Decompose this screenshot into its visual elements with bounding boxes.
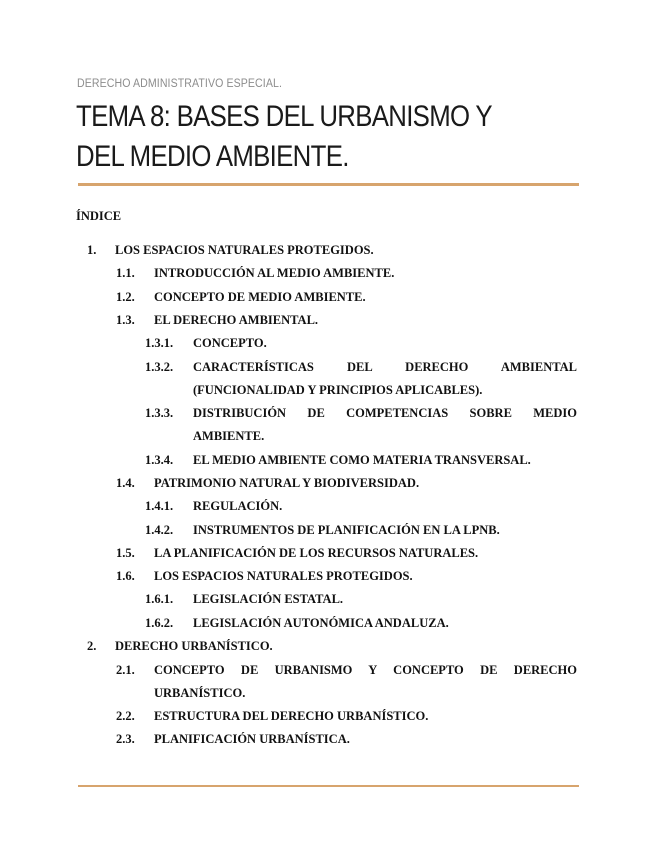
toc-text: CARACTERÍSTICAS DEL DERECHO AMBIENTAL bbox=[193, 360, 577, 374]
toc-entry-1-3-2[interactable] bbox=[145, 356, 582, 400]
toc-text: PLANIFICACIÓN URBANÍSTICA. bbox=[154, 732, 350, 746]
toc-entry-1-3-3[interactable] bbox=[145, 402, 582, 446]
toc-text: LOS ESPACIOS NATURALES PROTEGIDOS. bbox=[115, 243, 374, 257]
toc-number: 1.4.2. bbox=[145, 523, 174, 537]
toc-text: INSTRUMENTOS DE PLANIFICACIÓN EN LA LPNB. bbox=[193, 523, 500, 537]
toc-text-continued: AMBIENTE. bbox=[193, 429, 265, 443]
toc-text: CONCEPTO DE URBANISMO Y CONCEPTO DE DERECHO bbox=[154, 663, 577, 677]
toc-number: 1. bbox=[87, 243, 97, 257]
toc-number: 2. bbox=[87, 639, 97, 653]
toc-text: EL MEDIO AMBIENTE COMO MATERIA TRANSVERSAL. bbox=[193, 453, 531, 467]
toc-number: 1.3.4. bbox=[145, 453, 174, 467]
toc-number: 1.3.1. bbox=[145, 336, 174, 350]
toc-number: 1.4. bbox=[116, 476, 135, 490]
toc-number: 1.1. bbox=[116, 266, 135, 280]
toc-text: CONCEPTO DE MEDIO AMBIENTE. bbox=[154, 290, 366, 304]
toc-text: CONCEPTO. bbox=[193, 336, 267, 350]
footer-divider bbox=[78, 785, 579, 787]
toc-number: 2.1. bbox=[116, 663, 135, 677]
toc-text: LA PLANIFICACIÓN DE LOS RECURSOS NATURALES. bbox=[154, 546, 479, 560]
toc-number: 1.3. bbox=[116, 313, 135, 327]
toc-number: 1.3.3. bbox=[145, 406, 174, 420]
page-title: TEMA 8: BASES DEL URBANISMO Y DEL MEDIO AMBIENTE. bbox=[76, 100, 492, 173]
toc-number: 1.3.2. bbox=[145, 360, 174, 374]
title-divider bbox=[78, 183, 579, 186]
toc-number: 2.2. bbox=[116, 709, 135, 723]
toc-number: 1.2. bbox=[116, 290, 135, 304]
toc-number: 1.6.2. bbox=[145, 616, 174, 630]
toc-number: 1.6.1. bbox=[145, 592, 174, 606]
toc-text: PATRIMONIO NATURAL Y BIODIVERSIDAD. bbox=[154, 476, 420, 490]
toc-text-continued: (FUNCIONALIDAD Y PRINCIPIOS APLICABLES). bbox=[193, 383, 483, 397]
toc-number: 1.5. bbox=[116, 546, 135, 560]
toc-text-continued: URBANÍSTICO. bbox=[154, 686, 246, 700]
toc-text: DERECHO URBANÍSTICO. bbox=[115, 639, 273, 653]
toc-number: 1.4.1. bbox=[145, 499, 174, 513]
toc-number: 1.6. bbox=[116, 569, 135, 583]
toc-text: EL DERECHO AMBIENTAL. bbox=[154, 313, 319, 327]
toc-text: INTRODUCCIÓN AL MEDIO AMBIENTE. bbox=[154, 266, 395, 280]
toc-text: ESTRUCTURA DEL DERECHO URBANÍSTICO. bbox=[154, 709, 429, 723]
toc-number: 2.3. bbox=[116, 732, 135, 746]
toc-text: REGULACIÓN. bbox=[193, 499, 283, 513]
index-heading: ÍNDICE bbox=[76, 209, 122, 223]
toc-entry-2-1[interactable] bbox=[116, 659, 582, 703]
toc-text: DISTRIBUCIÓN DE COMPETENCIAS SOBRE MEDIO bbox=[193, 406, 577, 420]
course-subtitle: DERECHO ADMINISTRATIVO ESPECIAL. bbox=[77, 78, 282, 90]
toc-text: LEGISLACIÓN AUTONÓMICA ANDALUZA. bbox=[193, 616, 449, 630]
toc-text: LEGISLACIÓN ESTATAL. bbox=[193, 592, 344, 606]
toc-text: LOS ESPACIOS NATURALES PROTEGIDOS. bbox=[154, 569, 413, 583]
